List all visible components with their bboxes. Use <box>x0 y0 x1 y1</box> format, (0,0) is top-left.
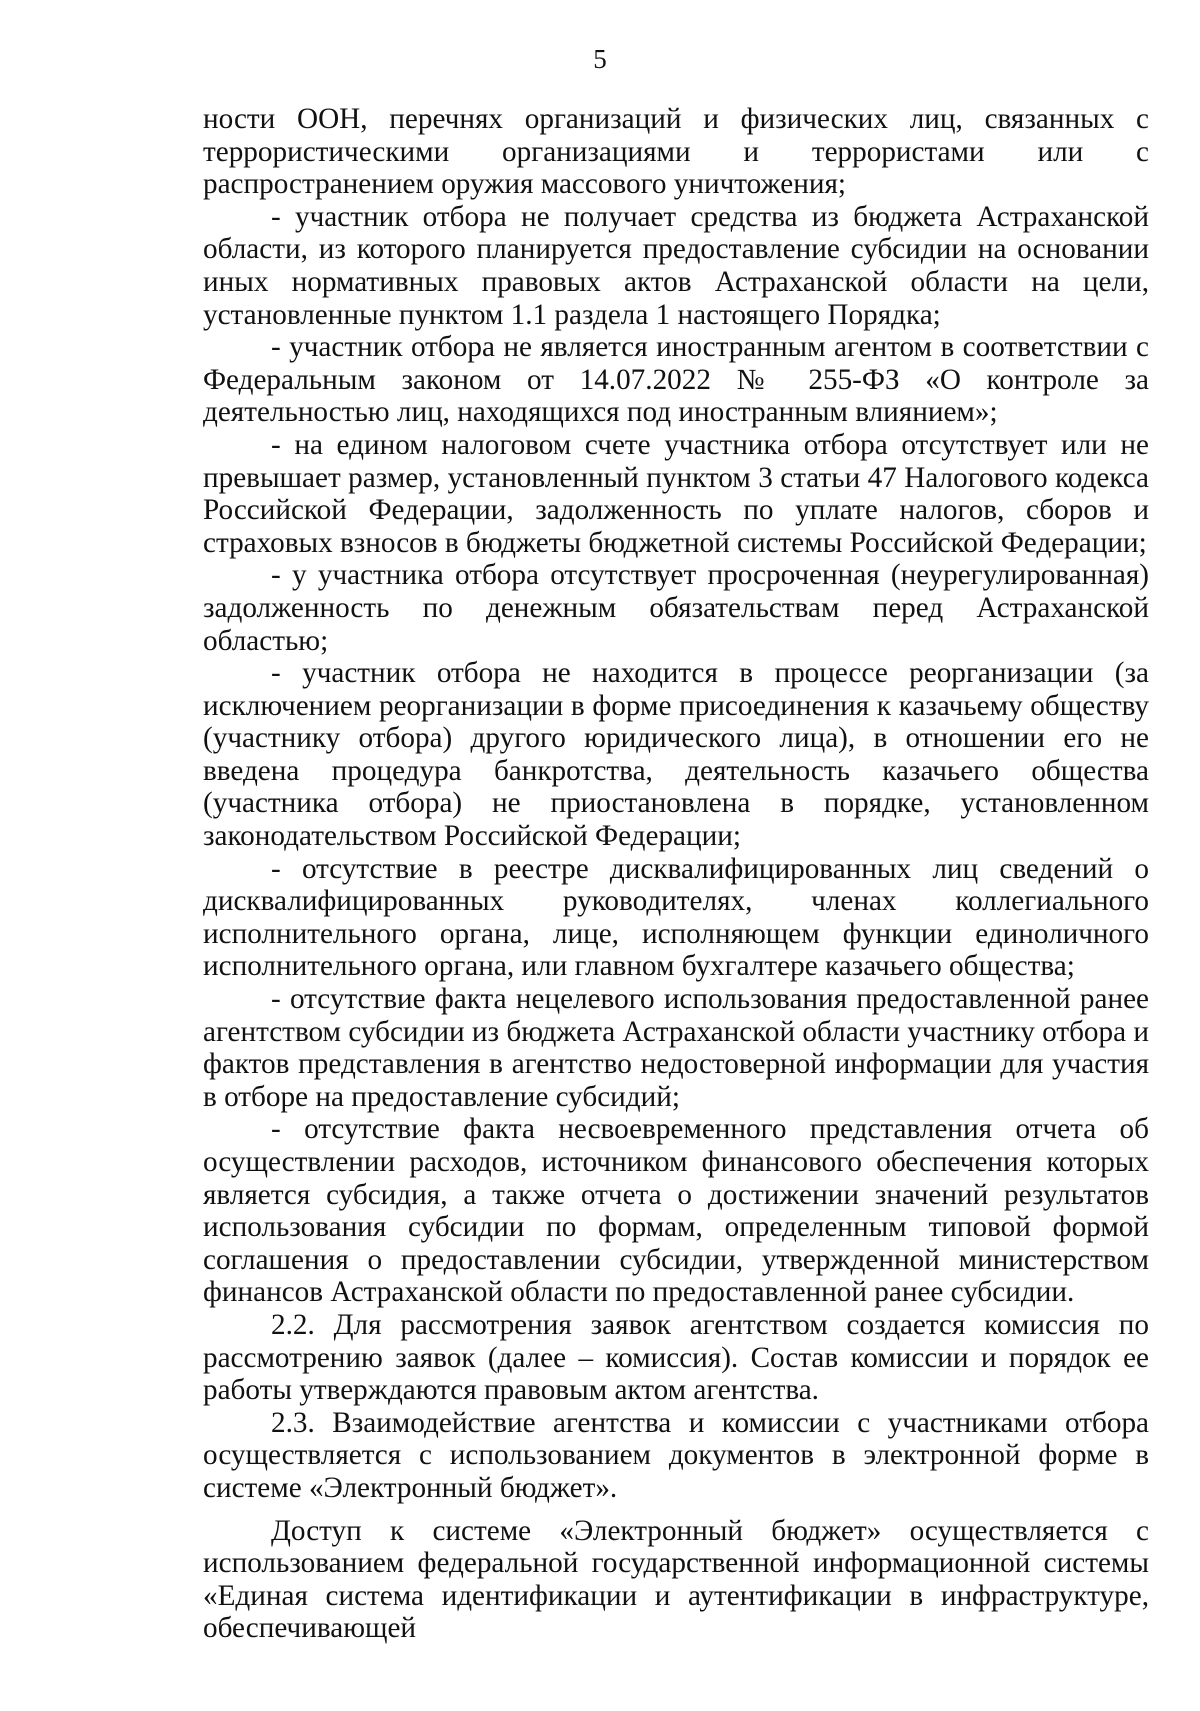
paragraph-misuse-of-subsidy: - отсутствие факта нецелевого использования предоставленной ранее агентством субсидии из бюджета Астраханской области участнику отбора и фактов представления в агентство недостоверной информации для участия в отборе на предоставление субсидий; <box>203 983 1149 1113</box>
paragraph-section-2-3: 2.3. Взаимодействие агентства и комиссии с участниками отбора осуществляется с использованием документов в электронной форме в системе «Электронный бюджет». <box>203 1406 1149 1504</box>
paragraph-reorganization: - участник отбора не находится в процессе реорганизации (за исключением реорганизации в форме присоединения к казачьему обществу (участнику отбора) другого юридического лица), в отношении его не введена процедура банкротства, деятельность казачьего общества (участника отбора) не приостановлена в порядке, установленном законодательством Российской Федерации; <box>203 657 1149 853</box>
document-body <box>203 103 1149 1645</box>
page-number: 5 <box>593 44 607 74</box>
paragraph-overdue-debt: - у участника отбора отсутствует просроченная (неурегулированная) задолженность по денежным обязательствам перед Астраханской областью; <box>203 559 1149 657</box>
paragraph-continuation: ности ООН, перечнях организаций и физических лиц, связанных с террористическими организациями и террористами или с распространением оружия массового уничтожения; <box>203 103 1149 201</box>
paragraph-section-2-2: 2.2. Для рассмотрения заявок агентством создается комиссия по рассмотрению заявок (далее – комиссия). Состав комиссии и порядок ее работы утверждаются правовым актом агентства. <box>203 1308 1149 1407</box>
paragraph-electronic-budget-access: Доступ к системе «Электронный бюджет» осуществляется с использованием федеральной государственной информационной системы «Единая система идентификации и аутентификации в инфраструктуре, обеспечивающей <box>203 1514 1149 1645</box>
paragraph-late-reporting: - отсутствие факта несвоевременного представления отчета об осуществлении расходов, источником финансового обеспечения которых является субсидия, а также отчета о достижении значений результатов использования субсидии по формам, определенным типовой формой соглашения о предоставлении субсидии, утвержденной министерством финансов Астраханской области по предоставленной ранее субсидии. <box>203 1113 1149 1309</box>
paragraph-foreign-agent: - участник отбора не является иностранным агентом в соответствии с Федеральным законом от 14.07.2022 № 255-ФЗ «О контроле за деятельностью лиц, находящихся под иностранным влиянием»; <box>203 331 1149 429</box>
paragraph-budget-funds: - участник отбора не получает средства из бюджета Астраханской области, из которого планируется предоставление субсидии на основании иных нормативных правовых актов Астраханской области на цели, установленные пунктом 1.1 раздела 1 настоящего Порядка; <box>203 200 1149 331</box>
paragraph-tax-debt: - на едином налоговом счете участника отбора отсутствует или не превышает размер, установленный пунктом 3 статьи 47 Налогового кодекса Российской Федерации, задолженность по уплате налогов, сборов и страховых взносов в бюджеты бюджетной системы Российской Федерации; <box>203 428 1149 559</box>
paragraph-disqualified-registry: - отсутствие в реестре дисквалифицированных лиц сведений о дисквалифицированных руководителях, членах коллегиального исполнительного органа, лице, исполняющем функции единоличного исполнительного органа, или главном бухгалтере казачьего общества; <box>203 852 1149 983</box>
